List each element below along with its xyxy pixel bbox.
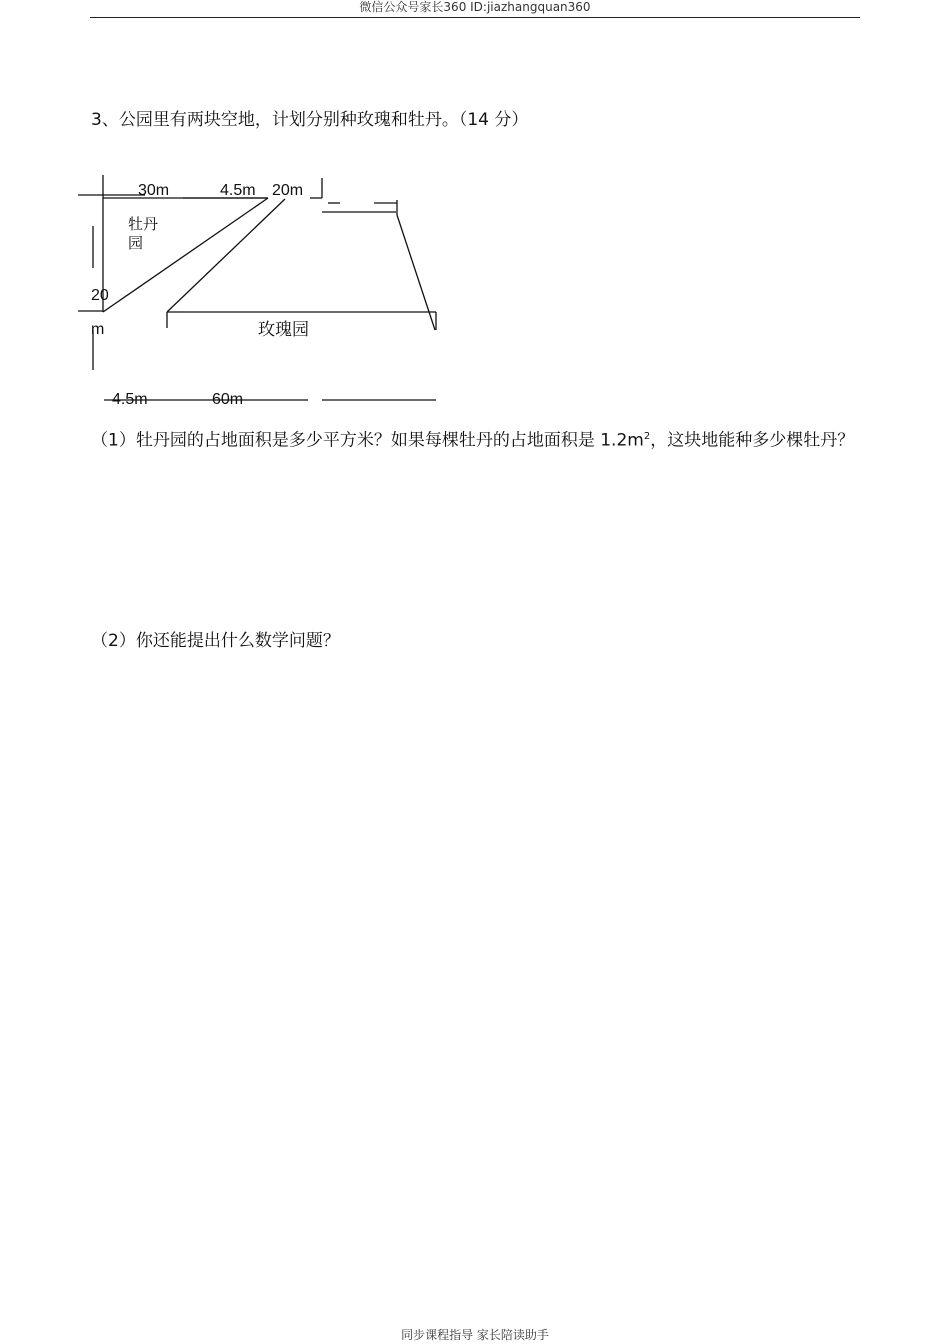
label-top-30m: 30m xyxy=(138,182,170,199)
label-bottom-4-5m: 4.5m xyxy=(112,391,148,408)
header-text: 微信公众号家长360 ID:jiazhangquan360 xyxy=(359,0,591,14)
label-left-20: 20 xyxy=(91,287,109,304)
label-left-m: m xyxy=(91,321,105,338)
sub-question-1-text-a: （1）牡丹园的占地面积是多少平方米？如果每棵牡丹的占地面积是 1.2m xyxy=(91,430,644,451)
sub-question-1-text-b: ，这块地能种多少棵牡丹？ xyxy=(650,430,855,451)
label-rose-garden: 玫瑰园 xyxy=(258,320,309,340)
label-bottom-60m: 60m xyxy=(212,391,244,408)
sub-question-2: （2）你还能提出什么数学问题？ xyxy=(91,631,340,651)
sub-question-1 xyxy=(91,418,863,460)
garden-diagram xyxy=(0,0,950,420)
label-peony-line1: 牡丹 xyxy=(128,215,159,233)
label-top-4-5m: 4.5m xyxy=(220,182,256,199)
page-footer: 同步课程指导 家长陪读助手 xyxy=(401,1328,549,1342)
rose-right-side xyxy=(397,215,435,330)
question-title: 3、公园里有两块空地，计划分别种玫瑰和牡丹。（14 分） xyxy=(91,110,529,130)
label-peony-line2: 园 xyxy=(128,234,144,252)
sub-question-1-superscript: 2 xyxy=(643,431,651,442)
label-top-20m: 20m xyxy=(272,182,304,199)
